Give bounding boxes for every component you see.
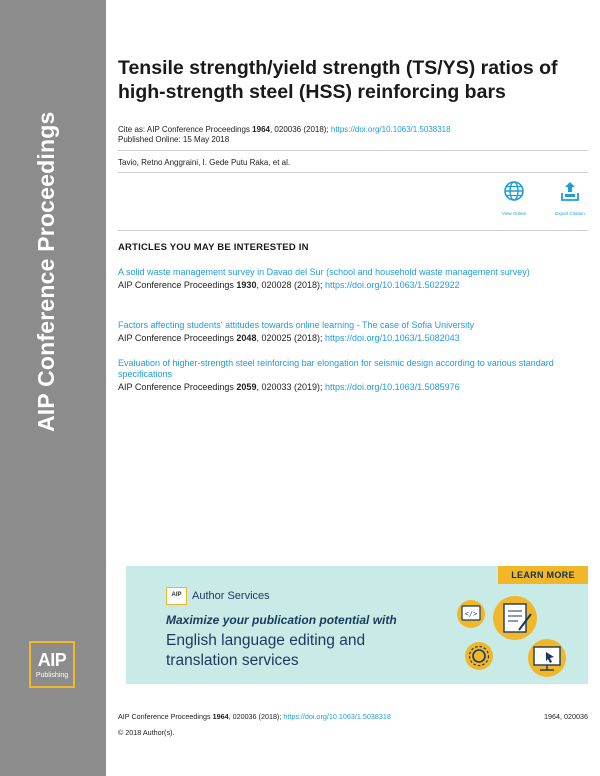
banner-service-name: Author Services	[192, 590, 270, 602]
ref-doi-link[interactable]: https://doi.org/10.1063/1.5085976	[325, 382, 460, 392]
related-article	[118, 320, 588, 344]
view-online-label: View Online	[502, 211, 526, 216]
export-citation-button[interactable]	[550, 180, 590, 216]
services-illustration	[451, 586, 581, 682]
logo-sub-text: Publishing	[35, 672, 69, 679]
related-article-title[interactable]: Factors affecting students' attitudes towards online learning - The case of Sofia University	[118, 320, 475, 330]
monitor-icon	[528, 639, 566, 677]
cite-rest: , 020036 (2018);	[269, 125, 329, 134]
footer-volume: 1964	[212, 712, 229, 721]
banner-tagline: Maximize your publication potential with	[166, 613, 397, 627]
footer-doi-link[interactable]: https://doi.org/10.1063/1.5038318	[283, 712, 391, 721]
divider	[118, 150, 588, 151]
paper-title: Tensile strength/yield strength (TS/YS) ratios of high-strength steel (HSS) reinforcing bars	[118, 57, 558, 103]
related-article	[118, 267, 588, 291]
footer-copyright: © 2018 Author(s).	[118, 728, 175, 737]
footer-page-number: 1964, 020036	[544, 712, 588, 721]
ref-doi-link[interactable]: https://doi.org/10.1063/1.5022922	[325, 280, 460, 290]
ref-volume: 1930	[236, 280, 257, 290]
aip-publishing-logo[interactable]	[29, 641, 75, 688]
export-icon	[559, 180, 581, 202]
gear-icon	[465, 642, 493, 670]
published-date: Published Online: 15 May 2018	[118, 135, 230, 144]
ref-journal: AIP Conference Proceedings	[118, 333, 234, 343]
cite-prefix: Cite as: AIP Conference Proceedings	[118, 125, 250, 134]
cite-volume: 1964	[252, 125, 270, 134]
cite-doi-link[interactable]: https://doi.org/10.1063/1.5038318	[330, 125, 451, 134]
banner-headline-2: translation services	[166, 652, 299, 669]
divider	[118, 172, 588, 173]
related-article-reference	[118, 382, 588, 393]
footer-rest: , 020036 (2018);	[228, 712, 282, 721]
related-article	[118, 358, 588, 393]
footer-journal: AIP Conference Proceedings	[118, 712, 211, 721]
document-edit-icon	[493, 596, 537, 640]
author-list[interactable]: Tavio, Retno Anggraini, I. Gede Putu Raka, et al.	[118, 158, 291, 167]
banner-headline-1: English language editing and	[166, 632, 366, 649]
ref-journal: AIP Conference Proceedings	[118, 280, 234, 290]
ref-volume: 2059	[236, 382, 257, 392]
logo-main-text: AIP	[37, 650, 67, 670]
learn-more-button[interactable]: LEARN MORE	[498, 566, 588, 584]
code-icon	[457, 600, 485, 628]
ref-journal: AIP Conference Proceedings	[118, 382, 234, 392]
journal-sidebar	[0, 0, 106, 776]
ref-rest: , 020033 (2019);	[256, 382, 323, 392]
related-article-reference	[118, 280, 588, 291]
svg-text:</>: </>	[464, 610, 478, 618]
related-article-title[interactable]: Evaluation of higher-strength steel reinforcing bar elongation for seismic design according to various standard specifications	[118, 358, 554, 379]
view-online-button[interactable]	[494, 180, 534, 216]
related-articles-heading: ARTICLES YOU MAY BE INTERESTED IN	[118, 242, 309, 253]
ref-rest: , 020028 (2018);	[256, 280, 323, 290]
ref-volume: 2048	[236, 333, 257, 343]
author-services-banner[interactable]	[126, 566, 588, 684]
globe-icon	[503, 180, 525, 202]
ref-rest: , 020025 (2018);	[256, 333, 323, 343]
footer-citation	[118, 712, 391, 722]
related-article-reference	[118, 333, 588, 344]
ref-doi-link[interactable]: https://doi.org/10.1063/1.5082043	[325, 333, 460, 343]
banner-aip-logo: AIP	[166, 587, 187, 605]
divider	[118, 230, 588, 231]
journal-title-vertical: AIP Conference Proceedings	[33, 111, 59, 432]
export-citation-label: Export Citation	[555, 211, 585, 216]
related-article-title[interactable]: A solid waste management survey in Davao del Sur (school and household waste management survey)	[118, 267, 530, 277]
